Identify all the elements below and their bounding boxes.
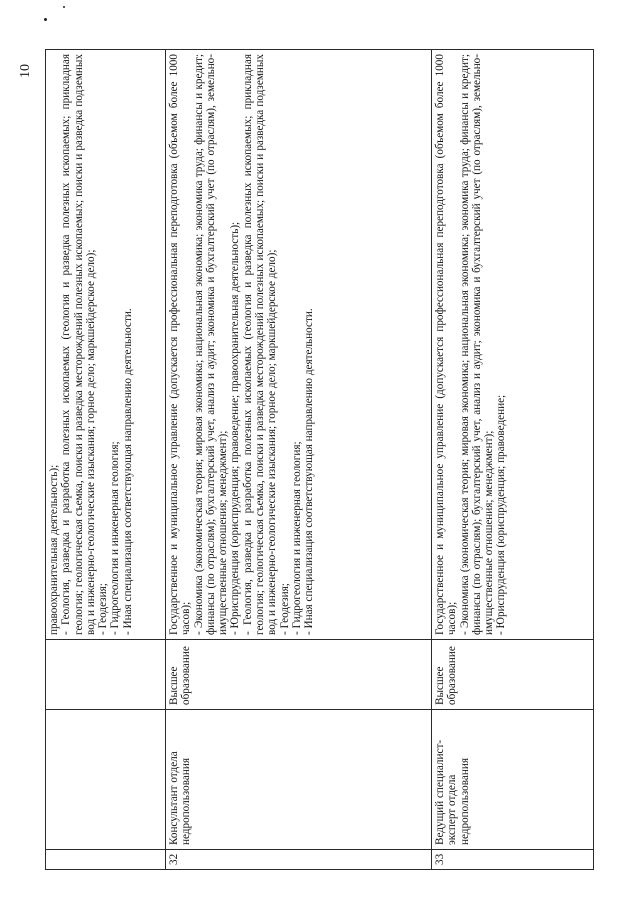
education-cell: Высшее образование (166, 640, 432, 710)
page-number: 10 (18, 64, 33, 78)
qualification-requirements-table (45, 49, 594, 870)
table-row (432, 50, 594, 870)
requirement-line: Государственное и муниципальное управление (допускается профессиональная переподготовка (объемом более 1000 часов); (434, 54, 459, 635)
requirement-line: - Гидрогеология и инженерная геология; (109, 441, 122, 635)
requirement-line: - Геология, разведка и разработка полезных ископаемых (геология и разведка полезных ископаемых; прикладная геология; геологическая съемка, поиски и разведка месторождений полезных ископаемых; поиски и разведка подземных вод и инженерно-геологические изыскания; горное дело; маркшейдерское дело); (60, 54, 97, 635)
requirement-line: - Геодезия; (278, 583, 291, 635)
scan-dot-mark (63, 6, 65, 8)
requirements-cell (432, 50, 594, 640)
requirement-line: - Юриспруденция (юриспруденция; правоведение; правоохранительная деятельность); (229, 221, 242, 635)
education-cell: Высшее образование (432, 640, 594, 710)
requirement-line: - Геодезия; (97, 583, 110, 635)
requirement-line: правоохранительная деятельность); (48, 464, 60, 635)
requirement-line: - Геология, разведка и разработка полезных ископаемых (геология и разведка полезных ископаемых; прикладная геология; геологическая съемка, поиски и разведка месторождений полезных ископаемых; поиски и разведка подземных вод и инженерно-геологические изыскания; горное дело; маркшейдерское дело); (241, 54, 279, 635)
requirement-line: - Иная специализация соответствующая направлению деятельности. (121, 308, 134, 635)
requirement-line: - Гидрогеология и инженерная геология; (290, 441, 303, 635)
requirements-cell (46, 50, 166, 640)
table-row (46, 50, 166, 870)
row-number-cell: 32 (166, 850, 432, 870)
requirement-line: - Юриспруденция (юриспруденция; правоведение; (495, 394, 508, 635)
row-number-cell: 33 (432, 850, 594, 870)
position-title-cell: Консультант отдела недропользования (166, 710, 432, 850)
requirement-line: Государственное и муниципальное управление (допускается профессиональная переподготовка (объемом более 1000 часов); (168, 54, 193, 635)
row-number-cell (46, 850, 166, 870)
requirement-line: - Иная специализация соответствующая направлению деятельности. (303, 308, 316, 635)
position-title-cell (46, 710, 166, 850)
table-row (166, 50, 432, 870)
position-title-cell: Ведущий специалист-эксперт отдела недропользования (432, 710, 594, 850)
requirement-line: - Экономика (экономическая теория; мировая экономика; национальная экономика; экономика труда; финансы и кредит; финансы (по отраслям); бухгалтерский учет, анализ и аудит; экономика и бухгалтерский учет (по отраслям), земельно-имущественные отношения; менеджмент); (192, 54, 230, 635)
rotated-table-container (45, 50, 594, 870)
education-cell (46, 640, 166, 710)
requirements-cell (166, 50, 432, 640)
requirement-line: - Экономика (экономическая теория; мировая экономика; национальная экономика; экономика труда; финансы и кредит; финансы (по отраслям); бухгалтерский учет, анализ и аудит; экономика и бухгалтерский учет (по отраслям), земельно-имущественные отношения; менеджмент); (458, 54, 496, 635)
scan-dot-mark (44, 18, 47, 21)
